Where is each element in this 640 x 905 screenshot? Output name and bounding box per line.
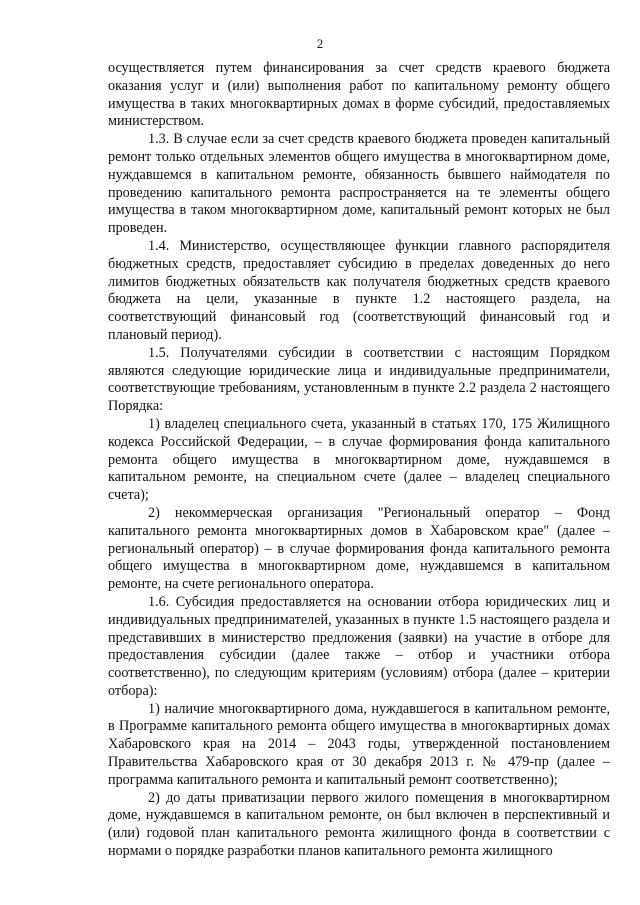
paragraph-1-5-item-2: 2) некоммерческая организация "Региональный оператор – Фонд капитального ремонта многоквартирных домов в Хабаровском крае" (далее – региональный оператор) – в случае формирования фонда капитального ремонта общего имущества в многоквартирном доме, нуждавшемся в капитальном ремонте, на счете регионального оператора. xyxy=(108,504,610,593)
paragraph-1-5: 1.5. Получателями субсидии в соответствии с настоящим Порядком являются следующие юридические лица и индивидуальные предприниматели, соответствующие требованиям, установленным в пункте 2.2 раздела 2 настоящего Порядка: xyxy=(108,344,610,415)
paragraph-1-6: 1.6. Субсидия предоставляется на основании отбора юридических лиц и индивидуальных предпринимателей, указанных в пункте 1.5 настоящего раздела и представивших в министерство предложения (заявки) на участие в отборе для предоставления субсидии (далее также – отбор и участники отбора соответственно), по следующим критериям (условиям) отбора (далее – критерии отбора): xyxy=(108,593,610,699)
page-number: 2 xyxy=(316,36,324,51)
document-body xyxy=(108,60,610,861)
paragraph-1-4: 1.4. Министерство, осуществляющее функции главного распорядителя бюджетных средств, предоставляет субсидию в пределах доведенных до него лимитов бюджетных обязательств как получателя бюджетных средств краевого бюджета на цели, указанные в пункте 1.2 настоящего раздела, на соответствующий финансовый год (соответствующий финансовый год и плановый период). xyxy=(108,237,610,343)
paragraph-1-6-item-1: 1) наличие многоквартирного дома, нуждавшегося в капитальном ремонте, в Программе капитального ремонта общего имущества в многоквартирных домах Хабаровского края на 2014 – 2043 годы, утвержденной постановлением Правительства Хабаровского края от 30 декабря 2013 г. № 479-пр (далее – программа капитального ремонта и капитальный ремонт соответственно); xyxy=(108,700,610,788)
paragraph-1-3: 1.3. В случае если за счет средств краевого бюджета проведен капитальный ремонт только отдельных элементов общего имущества в многоквартирном доме, нуждавшемся в капитальном ремонте, обязанность бывшего наймодателя по проведению капитального ремонта распространяется на те элементы общего имущества в таком многоквартирном доме, капитальный ремонт которых не был проведен. xyxy=(108,131,610,237)
paragraph-1-6-item-2: 2) до даты приватизации первого жилого помещения в многоквартирном доме, нуждавшемся в капитальном ремонте, он был включен в перспективный и (или) годовой план капитального ремонта жилищного фонда в соответствии с нормами о порядке разработки планов капитального ремонта жилищного xyxy=(108,789,610,860)
paragraph-continuation: осуществляется путем финансирования за счет средств краевого бюджета оказания услуг и (или) выполнения работ по капитальному ремонту общего имущества в таких многоквартирных домах в форме субсидий, предоставляемых министерством. xyxy=(108,60,610,130)
paragraph-1-5-item-1: 1) владелец специального счета, указанный в статьях 170, 175 Жилищного кодекса Российской Федерации, – в случае формирования фонда капитального ремонта общего имущества в многоквартирном доме, нуждавшемся в капитальном ремонте, на специальном счете (далее – владелец специального счета); xyxy=(108,415,610,504)
